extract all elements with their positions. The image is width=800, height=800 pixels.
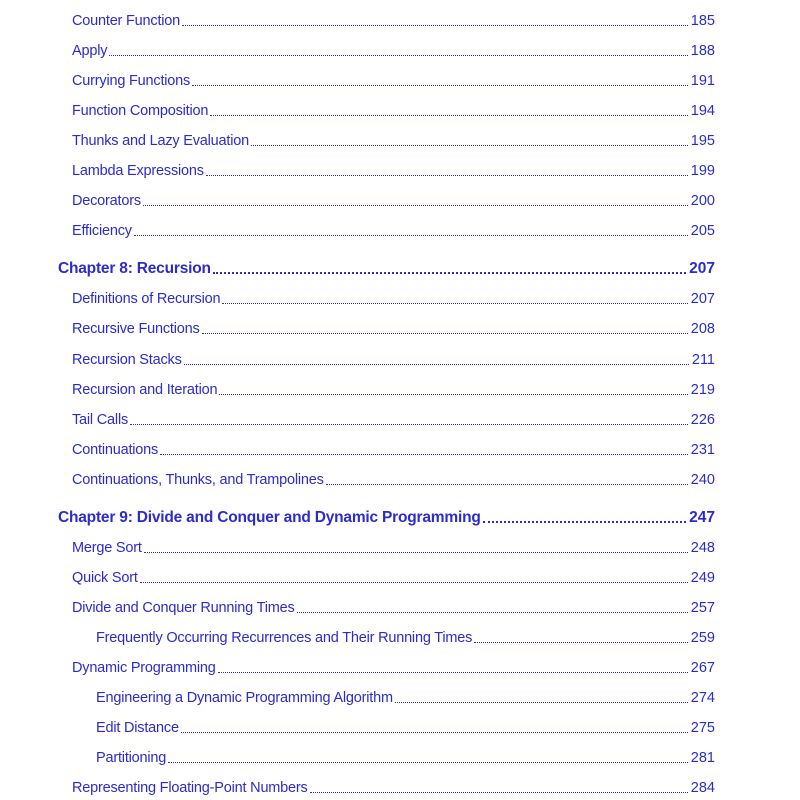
toc-entry[interactable] <box>96 717 715 737</box>
toc-entry[interactable] <box>72 597 715 617</box>
toc-entry[interactable] <box>72 10 715 30</box>
toc-entry-title: Currying Functions <box>72 73 191 90</box>
toc-entry-page-number: 207 <box>689 260 715 278</box>
toc-entry[interactable] <box>72 190 715 210</box>
toc-entry[interactable] <box>72 439 715 459</box>
toc-entry-title: Counter Function <box>72 13 181 29</box>
toc-entry[interactable] <box>72 469 715 489</box>
dot-leader <box>109 55 688 56</box>
toc-entry-page-number: 240 <box>690 471 715 488</box>
toc-chapter-entry[interactable] <box>58 258 715 278</box>
dot-leader <box>310 792 688 793</box>
toc-entry-page-number: 231 <box>690 441 715 458</box>
toc-entry-title: Chapter 8: Recursion <box>58 260 211 278</box>
toc-entry-page-number: 249 <box>690 569 715 586</box>
toc-entry-page-number: 219 <box>690 381 715 398</box>
toc-entry-page-number: 194 <box>690 103 715 120</box>
dot-leader <box>168 762 688 763</box>
toc-entry-page-number: 274 <box>690 690 715 706</box>
toc-entry-title: Continuations <box>72 441 159 458</box>
toc-entry[interactable] <box>96 627 715 647</box>
dot-leader <box>213 272 686 274</box>
toc-entry-page-number: 191 <box>690 73 715 90</box>
toc-entry-title: Efficiency <box>72 223 132 240</box>
toc-entry-page-number: 248 <box>690 539 715 556</box>
toc-entry-title: Engineering a Dynamic Programming Algorithm <box>96 690 393 706</box>
toc-entry-title: Thunks and Lazy Evaluation <box>72 133 249 150</box>
toc-entry-page-number: 200 <box>690 193 715 210</box>
toc-entry-title: Decorators <box>72 193 141 210</box>
toc-entry-title: Recursion Stacks <box>72 351 182 368</box>
toc-entry-page-number: 281 <box>690 750 715 767</box>
toc-entry-title: Function Composition <box>72 103 209 120</box>
dot-leader <box>297 612 688 613</box>
dot-leader <box>395 702 688 703</box>
toc-entry-page-number: 284 <box>690 780 715 797</box>
toc-entry-page-number: 275 <box>690 720 715 737</box>
dot-leader <box>202 333 688 334</box>
toc-entry-page-number: 267 <box>690 659 715 676</box>
dot-leader <box>474 642 688 643</box>
toc-entry-page-number: 259 <box>690 629 715 646</box>
dot-leader <box>218 672 688 673</box>
dot-leader <box>192 85 688 86</box>
dot-leader <box>160 454 688 455</box>
toc-entry-title: Continuations, Thunks, and Trampolines <box>72 471 324 488</box>
toc-entry[interactable] <box>72 777 715 797</box>
toc-entry-title: Tail Calls <box>72 411 129 428</box>
toc-entry-title: Lambda Expressions <box>72 163 204 180</box>
toc-entry[interactable] <box>72 379 715 399</box>
toc-entry-title: Partitioning <box>96 750 167 767</box>
toc-entry-page-number: 205 <box>690 223 715 240</box>
toc-entry-page-number: 247 <box>689 508 715 526</box>
toc-entry[interactable] <box>96 687 715 707</box>
toc-entry[interactable] <box>72 318 715 338</box>
toc-entry-title: Divide and Conquer Running Times <box>72 599 295 616</box>
dot-leader <box>134 235 688 236</box>
toc-entry[interactable] <box>72 537 715 557</box>
toc-entry-title: Definitions of Recursion <box>72 291 221 308</box>
dot-leader <box>210 115 688 116</box>
dot-leader <box>483 521 687 523</box>
toc-entry[interactable] <box>72 100 715 120</box>
toc-entry-page-number: 188 <box>690 43 715 60</box>
toc-entry-page-number: 226 <box>690 411 715 428</box>
dot-leader <box>326 484 688 485</box>
toc-entry-title: Representing Floating-Point Numbers <box>72 780 308 797</box>
toc-entry[interactable] <box>72 130 715 150</box>
toc-entry[interactable] <box>72 40 715 60</box>
toc-entry-title: Quick Sort <box>72 569 138 586</box>
dot-leader <box>206 175 688 176</box>
dot-leader <box>140 582 688 583</box>
toc-entry-title: Edit Distance <box>96 720 179 737</box>
toc-entry-title: Chapter 9: Divide and Conquer and Dynamic Programming <box>58 508 481 526</box>
toc-entry-page-number: 207 <box>690 291 715 308</box>
dot-leader <box>182 25 688 26</box>
toc-entry[interactable] <box>96 747 715 767</box>
dot-leader <box>222 303 687 304</box>
dot-leader <box>251 145 688 146</box>
toc-entry[interactable] <box>72 409 715 429</box>
toc-entry-page-number: 208 <box>690 321 715 338</box>
toc-entry[interactable] <box>72 567 715 587</box>
toc-entry[interactable] <box>72 160 715 180</box>
toc-entry-title: Frequently Occurring Recurrences and Their Running Times <box>96 629 473 646</box>
toc-entry-page-number: 211 <box>691 351 715 368</box>
toc-chapter-entry[interactable] <box>58 507 715 527</box>
toc-entry-page-number: 195 <box>690 133 715 150</box>
dot-leader <box>181 732 688 733</box>
dot-leader <box>144 552 688 553</box>
dot-leader <box>143 205 688 206</box>
toc-entry[interactable] <box>72 657 715 677</box>
toc-entry-page-number: 257 <box>690 599 715 616</box>
toc-entry[interactable] <box>72 349 715 369</box>
toc-entry-title: Dynamic Programming <box>72 659 216 676</box>
toc-entry-title: Apply <box>72 43 108 60</box>
toc-entry[interactable] <box>72 70 715 90</box>
dot-leader <box>219 394 687 395</box>
dot-leader <box>130 424 688 425</box>
toc-entry-title: Merge Sort <box>72 539 142 556</box>
toc-entry-title: Recursion and Iteration <box>72 381 218 398</box>
toc-entry-page-number: 199 <box>690 163 715 180</box>
toc-entry[interactable] <box>72 220 715 240</box>
toc-entry[interactable] <box>72 288 715 308</box>
toc-entry-page-number: 185 <box>690 13 715 29</box>
toc-entry-title: Recursive Functions <box>72 321 200 338</box>
dot-leader <box>184 364 689 365</box>
